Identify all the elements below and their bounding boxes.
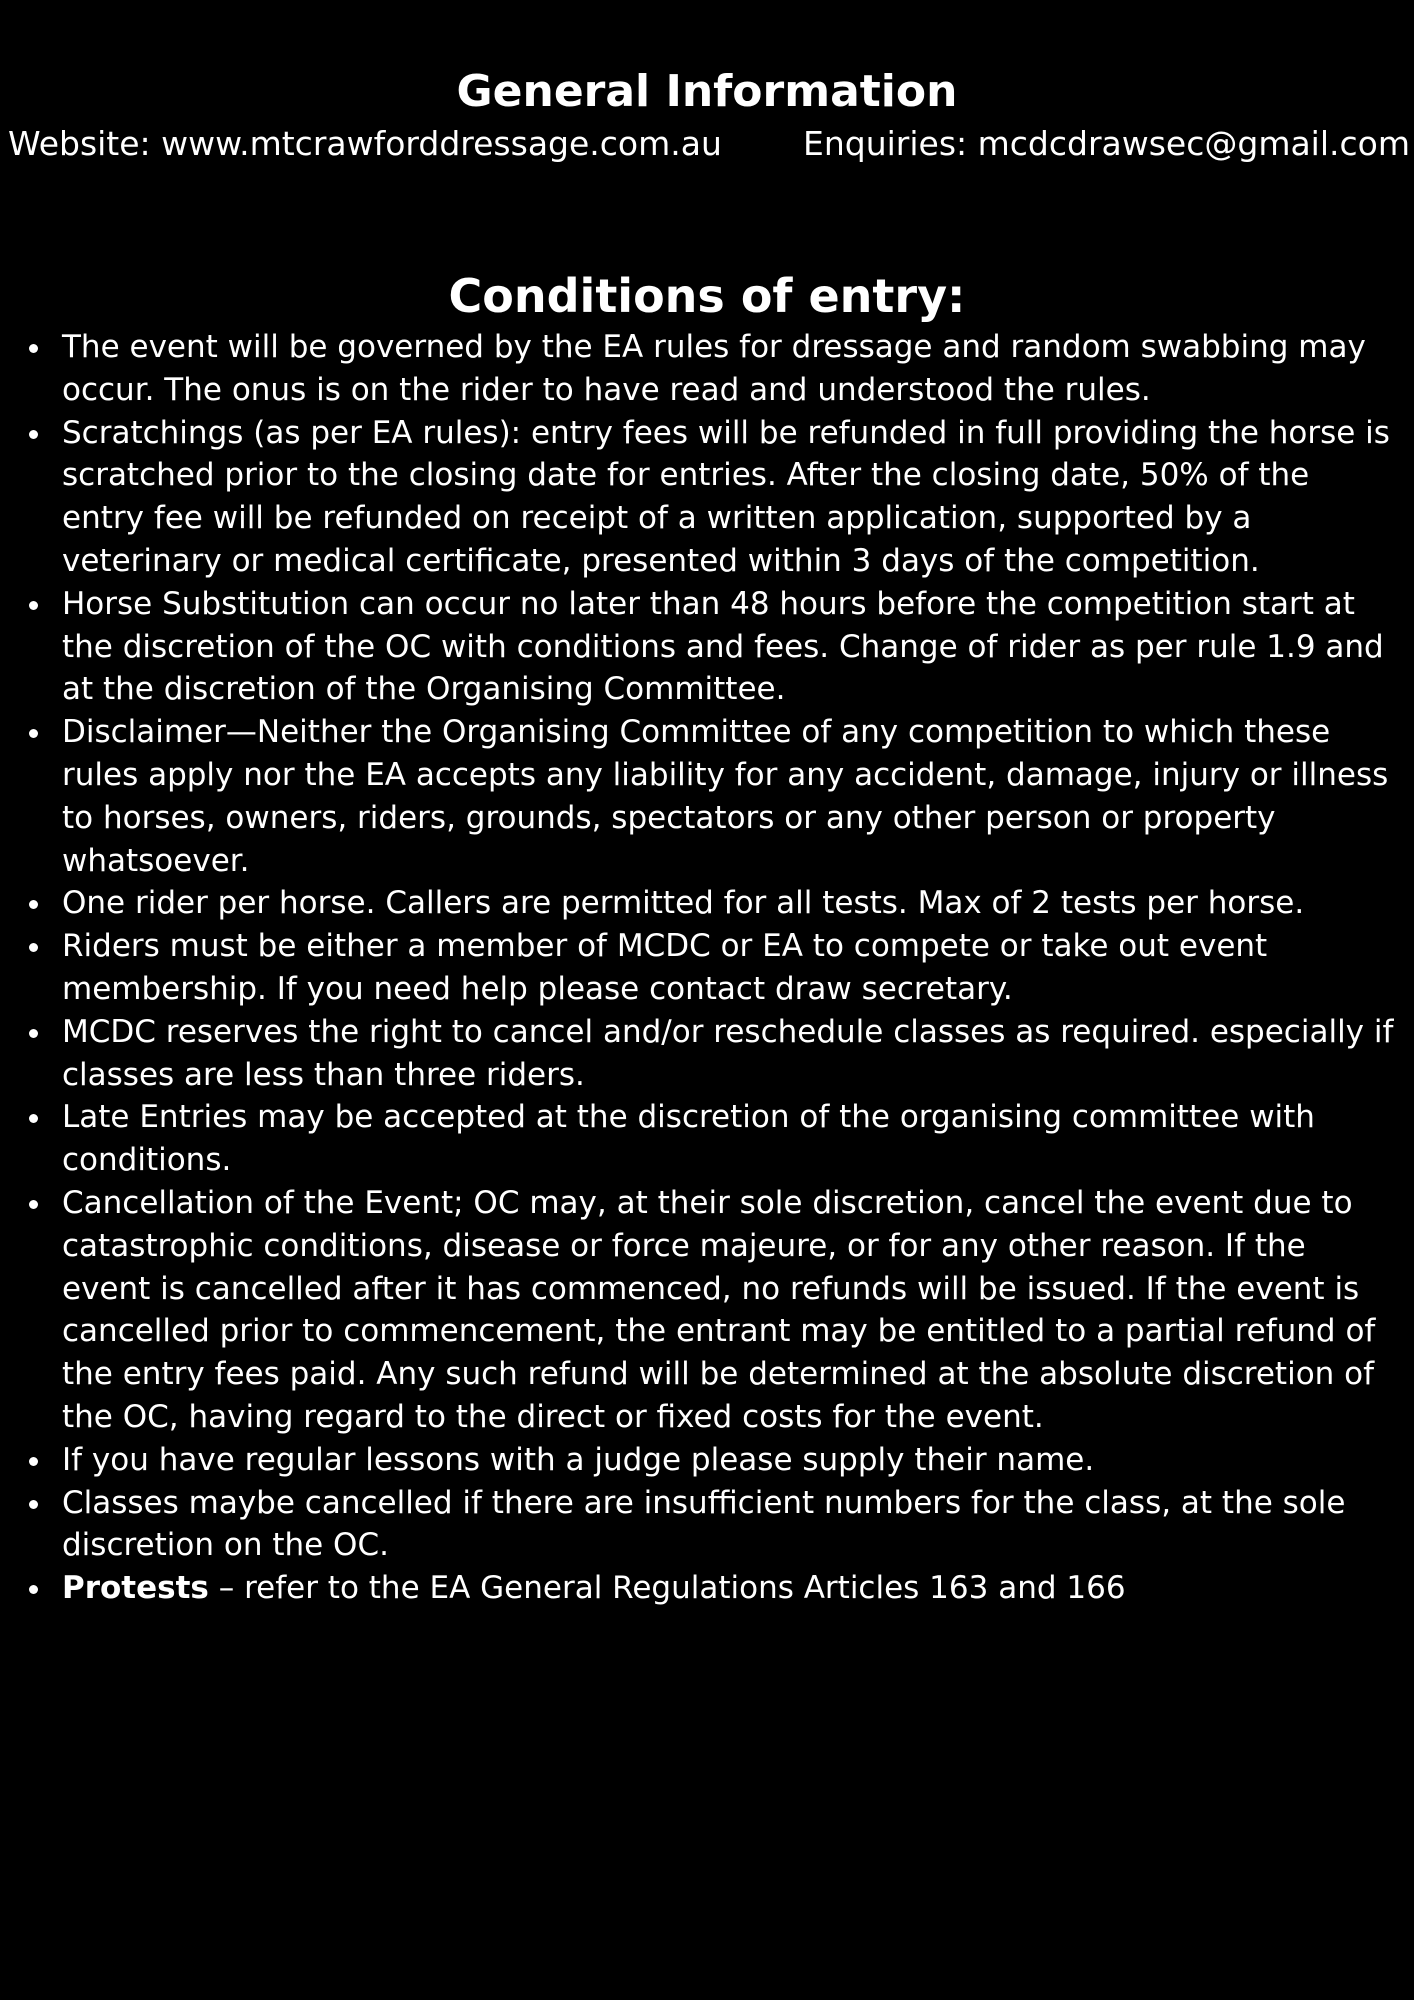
list-item	[20, 412, 1400, 583]
list-item	[20, 1482, 1400, 1568]
bullet-icon	[29, 1500, 38, 1509]
list-item-text: The event will be governed by the EA rules for dressage and random swabbing may occur. The onus is on the rider to have read and understood the rules.	[62, 329, 1366, 408]
bullet-icon	[29, 1029, 38, 1038]
list-item-text: One rider per horse. Callers are permitted for all tests. Max of 2 tests per horse.	[62, 885, 1305, 922]
conditions-title: Conditions of entry:	[448, 269, 966, 323]
list-item-text: Late Entries may be accepted at the discretion of the organising committee with conditions.	[62, 1099, 1315, 1179]
bullet-icon	[29, 1200, 38, 1209]
list-item-protests	[20, 1567, 1400, 1610]
website-text: Website: www.mtcrawforddressage.com.au	[8, 124, 722, 163]
list-item	[20, 1011, 1400, 1097]
list-item	[20, 1096, 1400, 1182]
bullet-icon	[29, 601, 38, 610]
bullet-icon	[29, 943, 38, 952]
list-item	[20, 925, 1400, 1011]
list-item	[20, 1182, 1400, 1439]
list-item	[20, 711, 1400, 882]
enquiries-text: Enquiries: mcdcdrawsec@gmail.com	[802, 124, 1410, 163]
list-item-text: If you have regular lessons with a judge please supply their name.	[62, 1441, 1095, 1478]
bullet-icon	[29, 430, 38, 439]
list-item-text: MCDC reserves the right to cancel and/or reschedule classes as required. especially if classes are less than three riders.	[62, 1013, 1394, 1093]
bullet-icon	[29, 1457, 38, 1466]
protests-text: – refer to the EA General Regulations Articles 163 and 166	[208, 1570, 1126, 1607]
bullet-icon	[29, 729, 38, 738]
bullet-icon	[29, 1585, 38, 1594]
bullet-icon	[29, 900, 38, 909]
conditions-list	[20, 326, 1400, 1610]
list-item-text: Cancellation of the Event; OC may, at their sole discretion, cancel the event due to catastrophic conditions, disease or force majeure, or for any other reason. If the event is cancelled after it has commenced, no refunds will be issued. If the event is cancelled prior to commencement, the entrant may be entitled to a partial refund of the entry fees paid. Any such refund will be determined at the absolute discretion of the OC, having regard to the direct or fixed costs for the event.	[62, 1184, 1376, 1435]
list-item-text: Scratchings (as per EA rules): entry fees will be refunded in full providing the horse is scratched prior to the closing date for entries. After the closing date, 50% of the entry fee will be refunded on receipt of a written application, supported by a veterinary or medical certificate, presented within 3 days of the competition.	[62, 414, 1390, 579]
contact-row	[8, 122, 1410, 166]
list-item	[20, 583, 1400, 711]
list-item	[20, 326, 1400, 412]
general-information-title: General Information	[456, 66, 958, 117]
list-item-text: Horse Substitution can occur no later than 48 hours before the competition start at the discretion of the OC with conditions and fees. Change of rider as per rule 1.9 and at the discretion of the Organising Committee.	[62, 585, 1384, 708]
bullet-icon	[29, 1114, 38, 1123]
list-item-text: Riders must be either a member of MCDC or EA to compete or take out event membership. If you need help please contact draw secretary.	[62, 928, 1268, 1007]
list-item	[20, 1439, 1400, 1482]
list-item	[20, 882, 1400, 925]
protests-label: Protests	[62, 1570, 209, 1607]
list-item-text: Disclaimer—Neither the Organising Committee of any competition to which these rules apply nor the EA accepts any liability for any accident, damage, injury or illness to horses, owners, riders, grounds, spectators or any other person or property whatsoever.	[62, 714, 1389, 879]
list-item-text: Classes maybe cancelled if there are insufficient numbers for the class, at the sole discretion on the OC.	[62, 1484, 1346, 1564]
bullet-icon	[29, 344, 38, 353]
